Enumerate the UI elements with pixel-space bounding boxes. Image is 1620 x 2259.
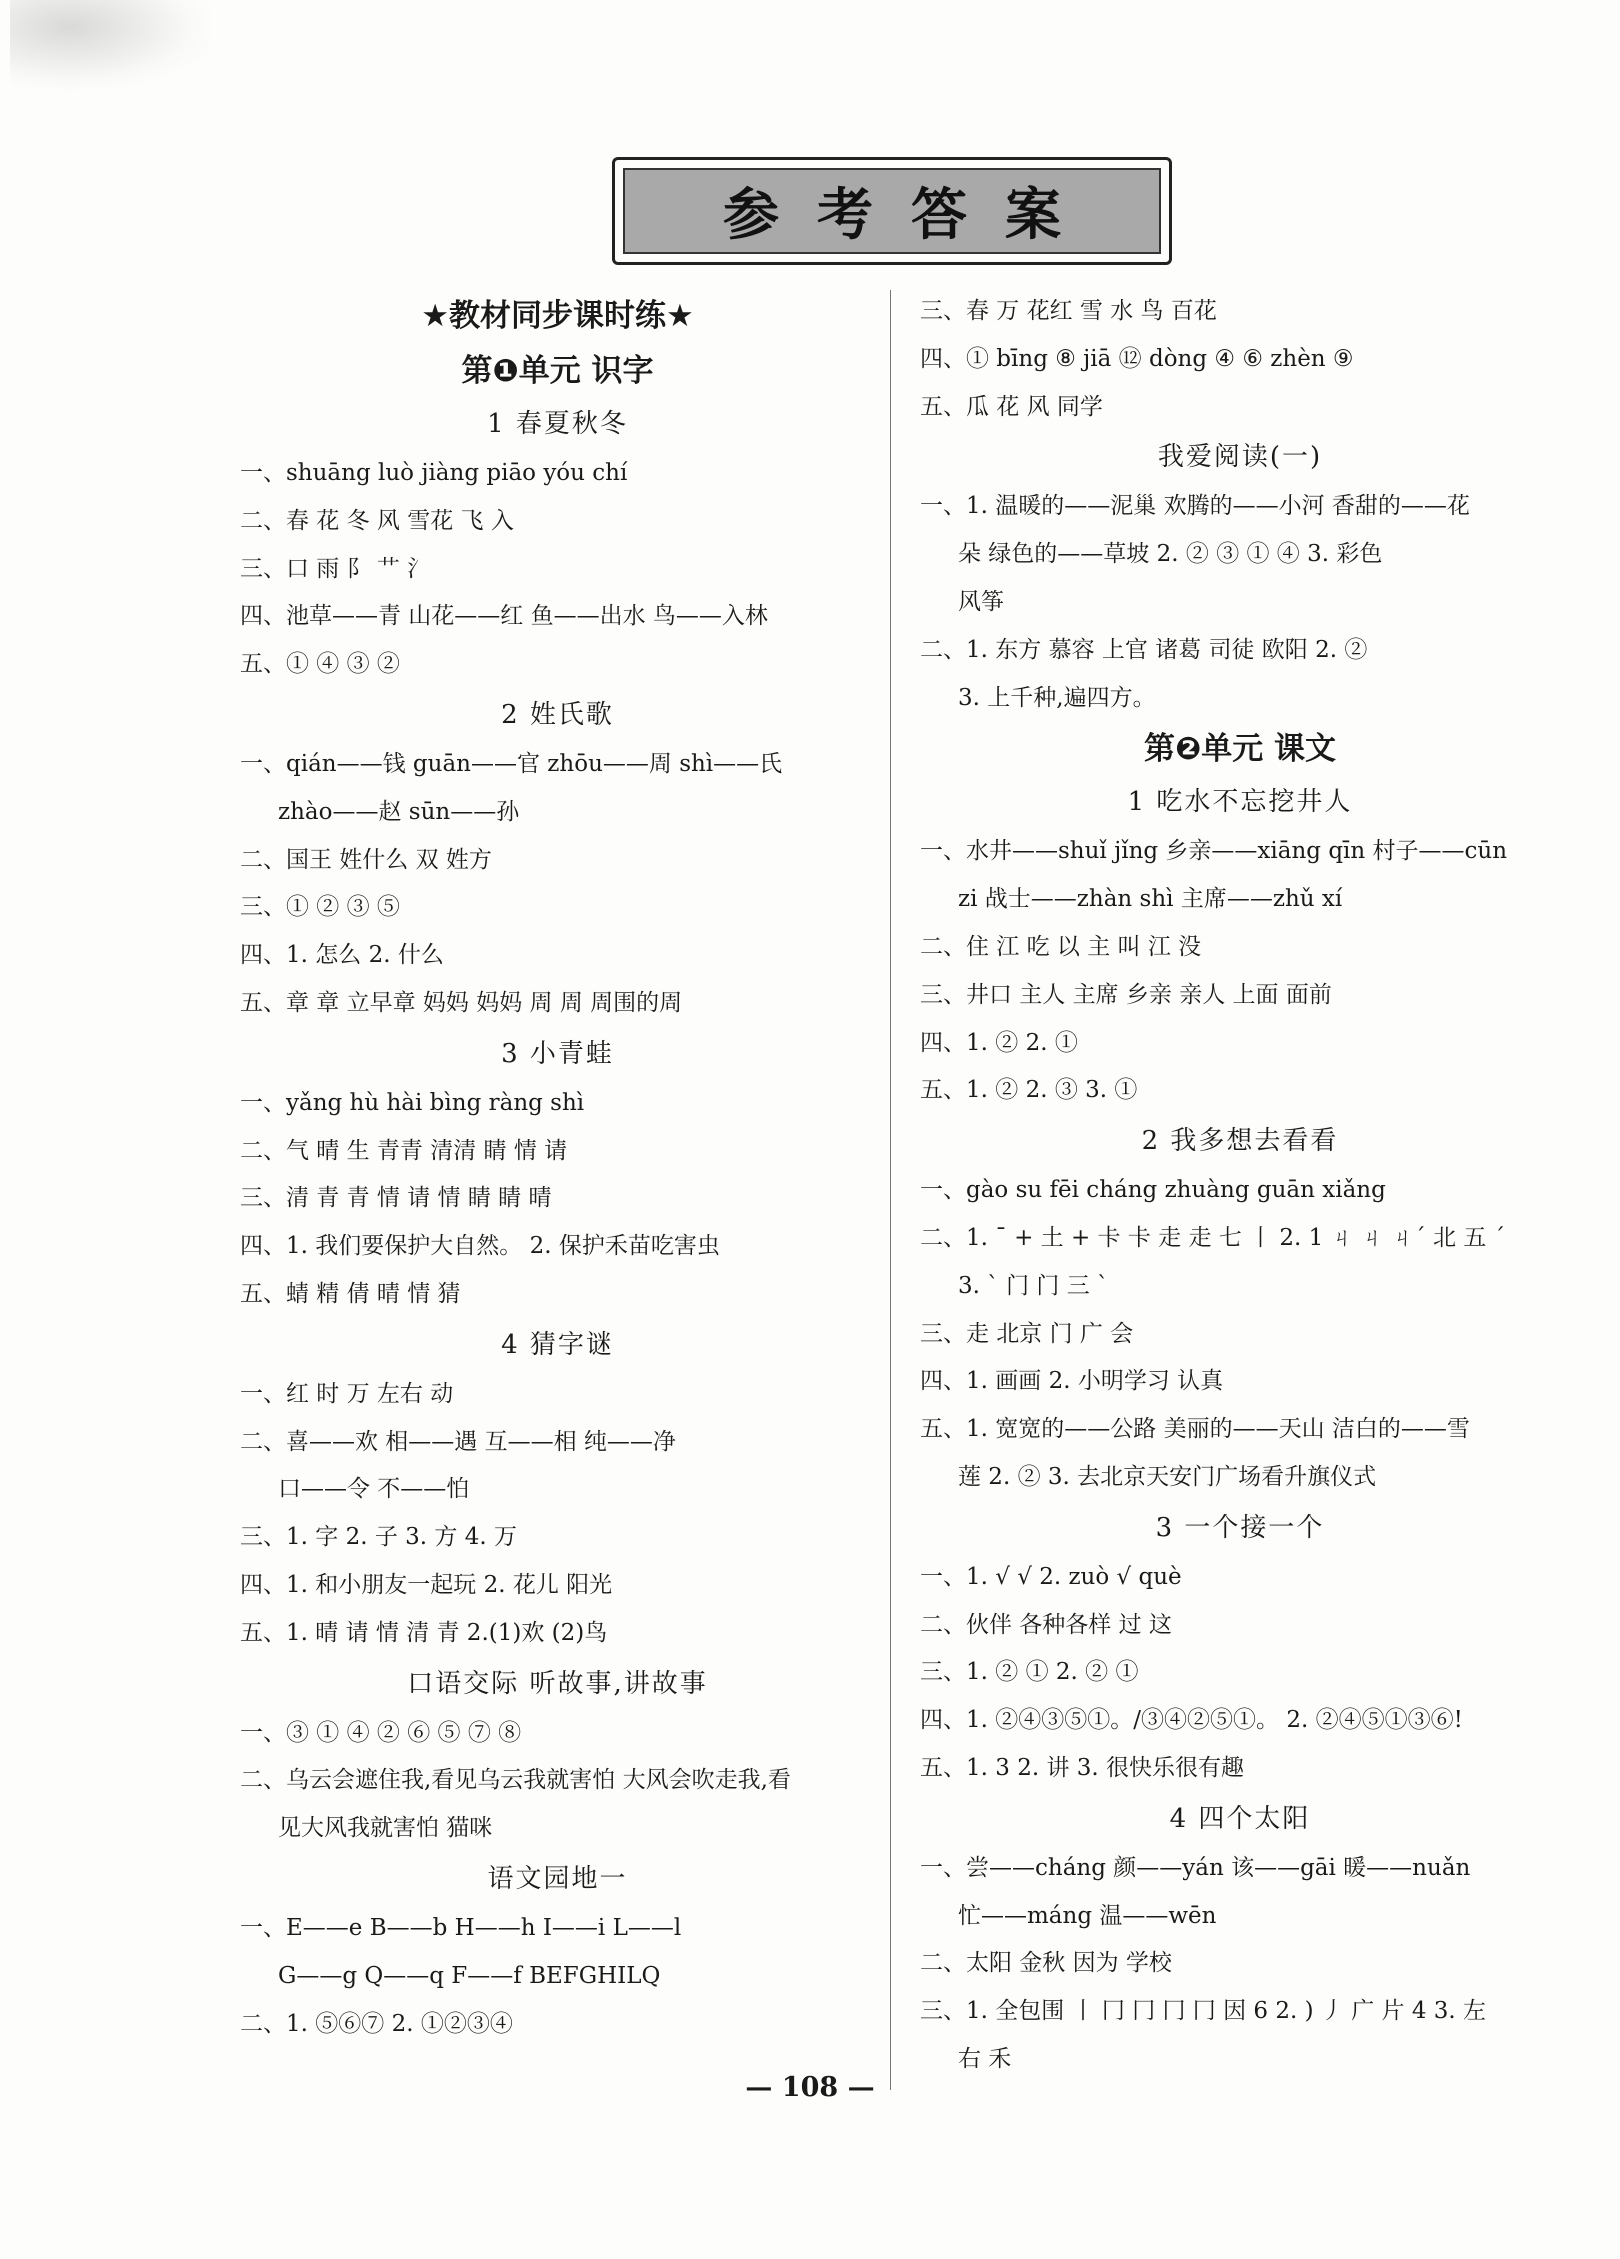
answer-line: 二、1. ˉ + 土 + 卡 卡 走 走 七 丨 2. 1 ㄐ ㄐ ㄐˊ 北 五 ˊ bbox=[920, 1224, 1506, 1251]
answer-line-continued: 口——令 不——怕 bbox=[278, 1476, 470, 1503]
answer-line-continued: 3. 上千种,遍四方。 bbox=[958, 684, 1156, 711]
answer-line: 二、喜——欢 相——遇 互——相 纯——净 bbox=[240, 1428, 676, 1455]
answer-line: 五、1. 3 2. 讲 3. 很快乐很有趣 bbox=[920, 1754, 1245, 1781]
answer-line: 二、住 江 吃 以 主 叫 江 没 bbox=[920, 933, 1202, 960]
answer-line: 三、1. ② ① 2. ② ① bbox=[920, 1659, 1139, 1686]
answer-line: 一、红 时 万 左右 动 bbox=[240, 1380, 454, 1407]
answer-line: 二、春 花 冬 风 雪花 飞 入 bbox=[240, 507, 514, 534]
answer-line-continued: 忙——máng 温——wēn bbox=[958, 1902, 1217, 1929]
answer-line: 四、1. 我们要保护大自然。 2. 保护禾苗吃害虫 bbox=[240, 1233, 720, 1260]
answer-line: 四、1. ② 2. ① bbox=[920, 1029, 1078, 1056]
answer-line-continued: 莲 2. ② 3. 去北京天安门广场看升旗仪式 bbox=[958, 1463, 1377, 1490]
answer-line: 五、瓜 花 风 同学 bbox=[920, 393, 1103, 420]
answer-line: 四、1. ②④③⑤①。/③④②⑤①。 2. ②④⑤①③⑥! bbox=[920, 1707, 1463, 1734]
answer-line: 一、水井——shuǐ jǐng 乡亲——xiāng qīn 村子——cūn bbox=[920, 838, 1508, 865]
answer-line: 二、气 晴 生 青青 清清 睛 情 请 bbox=[240, 1137, 568, 1164]
answer-line: 二、伙伴 各种各样 过 这 bbox=[920, 1611, 1172, 1638]
answer-line: 四、1. 怎么 2. 什么 bbox=[240, 942, 444, 969]
answer-line-continued: 见大风我就害怕 猫咪 bbox=[278, 1815, 493, 1842]
page-number: — 108 — bbox=[745, 2072, 875, 2103]
answer-line-continued: 右 禾 bbox=[958, 2045, 1012, 2072]
answer-line: 一、③ ① ④ ② ⑥ ⑤ ⑦ ⑧ bbox=[240, 1719, 522, 1746]
lesson-heading: 4 猜字谜 bbox=[501, 1329, 614, 1360]
answer-line-continued: zhào——赵 sūn——孙 bbox=[278, 798, 520, 825]
page-title: 参考答案 bbox=[623, 168, 1161, 254]
lesson-heading: 1 春夏秋冬 bbox=[487, 409, 628, 439]
answer-line: 四、1. 画画 2. 小明学习 认真 bbox=[920, 1368, 1224, 1395]
lesson-heading: 我爱阅读(一) bbox=[1157, 442, 1323, 473]
lesson-heading: 3 小青蛙 bbox=[501, 1038, 614, 1069]
lesson-heading: 语文园地一 bbox=[487, 1863, 628, 1894]
answer-line: 一、shuāng luò jiàng piāo yóu chí bbox=[240, 460, 628, 486]
answer-line-continued: 朵 绿色的——草坡 2. ② ③ ① ④ 3. 彩色 bbox=[958, 541, 1383, 568]
answer-line: 五、1. ② 2. ③ 3. ① bbox=[920, 1077, 1138, 1104]
answer-line: 二、乌云会遮住我,看见乌云我就害怕 大风会吹走我,看 bbox=[240, 1767, 791, 1794]
answer-line: 一、尝——cháng 颜——yán 该——gāi 暖——nuǎn bbox=[920, 1854, 1471, 1881]
title-banner bbox=[612, 157, 1172, 265]
answer-line: 一、gào su fēi cháng zhuàng guān xiǎng bbox=[920, 1177, 1386, 1204]
unit-heading: 第❶单元 识字 bbox=[461, 353, 654, 389]
left-column bbox=[240, 288, 875, 2048]
answer-line: 一、1. √ √ 2. zuò √ què bbox=[920, 1563, 1182, 1590]
answer-line: 一、E——e B——b H——h I——i L——l bbox=[240, 1914, 682, 1941]
lesson-heading: 4 四个太阳 bbox=[1169, 1803, 1311, 1834]
answer-line: 五、1. 晴 请 情 清 青 2.(1)欢 (2)鸟 bbox=[240, 1619, 608, 1646]
answer-line: 三、清 青 青 情 请 情 睛 睛 晴 bbox=[240, 1185, 552, 1212]
answer-line-continued: 风筝 bbox=[958, 588, 1004, 615]
answer-line: 三、走 北京 门 广 会 bbox=[920, 1320, 1134, 1347]
lesson-heading: 2 我多想去看看 bbox=[1141, 1126, 1339, 1157]
answer-line: 五、章 章 立早章 妈妈 妈妈 周 周 周围的周 bbox=[240, 989, 683, 1016]
lesson-heading: 1 吃水不忘挖井人 bbox=[1127, 787, 1353, 818]
answer-line: 五、蜻 精 倩 晴 情 猜 bbox=[240, 1280, 461, 1307]
answer-line: 三、井口 主人 主席 乡亲 亲人 上面 面前 bbox=[920, 981, 1332, 1008]
answer-line: 三、1. 字 2. 子 3. 方 4. 万 bbox=[240, 1524, 517, 1551]
answer-line: 四、1. 和小朋友一起玩 2. 花儿 阳光 bbox=[240, 1571, 613, 1598]
lesson-heading: 口语交际 听故事,讲故事 bbox=[407, 1668, 708, 1699]
answer-line: 三、口 雨 阝 艹 氵 bbox=[240, 555, 431, 582]
section-heading: ★教材同步课时练★ bbox=[421, 298, 694, 334]
answer-line: 五、① ④ ③ ② bbox=[240, 651, 400, 678]
answer-line: 四、池草——青 山花——红 鱼——出水 鸟——入林 bbox=[240, 603, 768, 630]
answer-line: 三、1. 全包围 丨 冂 冂 冂 冂 因 6 2. ) 丿 广 片 4 3. 左 bbox=[920, 1998, 1487, 2025]
answer-line: 二、1. ⑤⑥⑦ 2. ①②③④ bbox=[240, 2010, 513, 2037]
answer-line: 二、1. 东方 慕容 上官 诸葛 司徒 欧阳 2. ② bbox=[920, 636, 1368, 663]
lesson-heading: 3 一个接一个 bbox=[1155, 1512, 1325, 1543]
answer-line: 五、1. 宽宽的——公路 美丽的——天山 洁白的——雪 bbox=[920, 1416, 1470, 1443]
answer-line: 二、国王 姓什么 双 姓方 bbox=[240, 846, 492, 873]
answer-line: 一、qián——钱 guān——官 zhōu——周 shì——氏 bbox=[240, 750, 783, 777]
answer-line: 一、yǎng hù hài bìng ràng shì bbox=[240, 1089, 585, 1116]
answer-line: 三、春 万 花红 雪 水 鸟 百花 bbox=[920, 298, 1217, 324]
lesson-heading: 2 姓氏歌 bbox=[501, 699, 614, 730]
answer-line-continued: zi 战士——zhàn shì 主席——zhǔ xí bbox=[958, 886, 1343, 913]
answer-line: 二、太阳 金秋 因为 学校 bbox=[920, 1950, 1172, 1977]
right-column bbox=[920, 288, 1560, 2084]
unit-heading: 第❷单元 课文 bbox=[1143, 731, 1337, 768]
column-divider bbox=[890, 290, 891, 2090]
answer-line: 四、① bīng ⑧ jiā ⑫ dòng ④ ⑥ zhèn ⑨ bbox=[920, 345, 1354, 372]
answer-line: 一、1. 温暖的——泥巢 欢腾的——小河 香甜的——花 bbox=[920, 493, 1470, 520]
answer-line-continued: G——g Q——q F——f BEFGHILQ bbox=[278, 1962, 661, 1989]
scan-smudge bbox=[10, 0, 210, 90]
answer-line-continued: 3. ˋ 门 门 三 ˋ bbox=[958, 1272, 1109, 1299]
answer-line: 三、① ② ③ ⑤ bbox=[240, 894, 400, 921]
